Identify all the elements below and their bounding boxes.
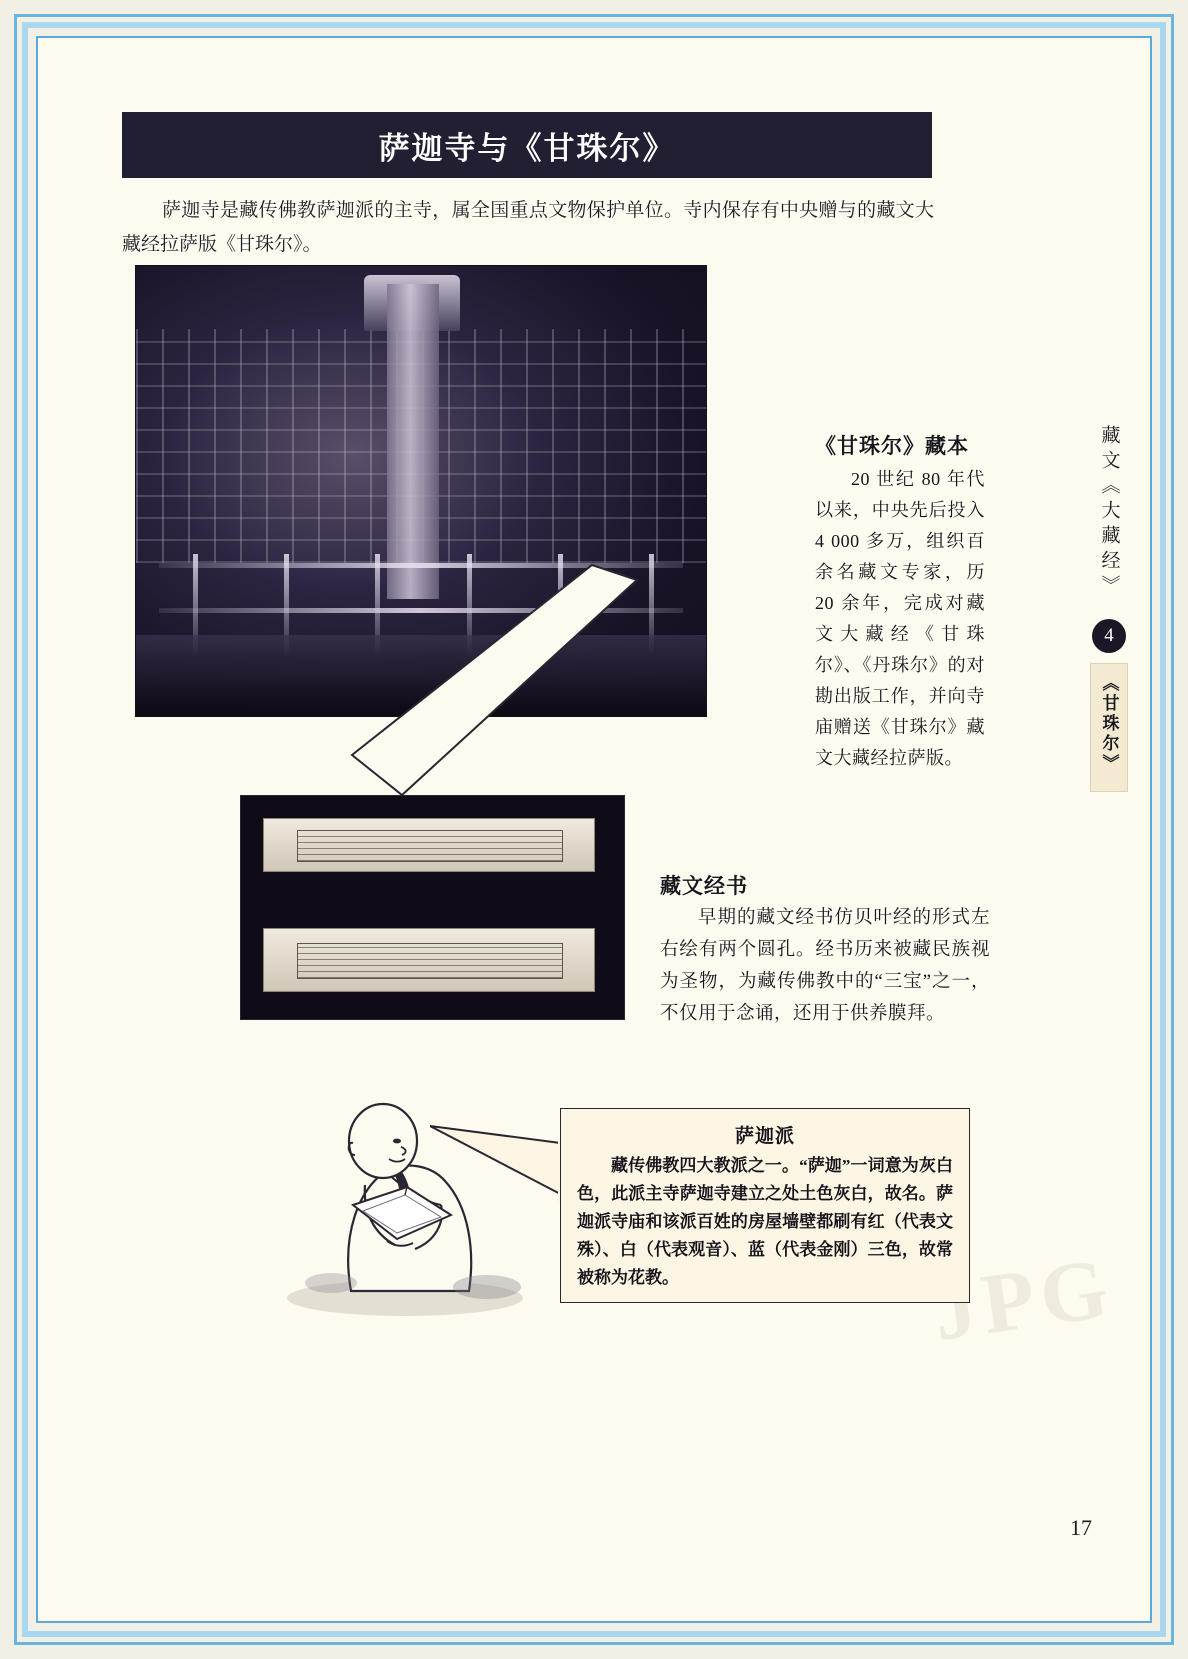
railing-bar-upper	[159, 563, 683, 568]
mid-text-block	[660, 870, 990, 1030]
chapter-side-tab-label: 藏文《大藏经》	[1098, 425, 1120, 600]
section-title-banner	[122, 112, 932, 178]
sakya-sect-callout-box	[560, 1108, 970, 1303]
scripture-leaf-upper	[263, 818, 595, 872]
floor-area	[136, 635, 706, 716]
chapter-chip	[1090, 663, 1128, 792]
mid-section-heading: 藏文经书	[660, 874, 748, 898]
tibetan-scripture-closeup-photo	[240, 795, 625, 1020]
scripture-text-lines	[297, 943, 563, 980]
side-section-body: 20 世纪 80 年代以来，中央先后投入 4 000 多万，组织百余名藏文专家，历 20 余年，完成对藏文大藏经《甘珠尔》、《丹珠尔》的对勘出版工作，并向寺庙赠送《甘珠尔》藏文大藏经拉萨版。	[815, 469, 985, 768]
side-section-heading: 《甘珠尔》藏本	[815, 434, 969, 458]
side-text-block	[815, 430, 985, 774]
pillar	[387, 284, 439, 599]
sakya-monastery-scripture-hall-photo	[135, 265, 707, 717]
page-number: 17	[1070, 1515, 1092, 1540]
bubble-body: 藏传佛教四大教派之一。“萨迦”一词意为灰白色，此派主寺萨迦寺建立之处土色灰白，故名。萨迦派寺庙和该派百姓的房屋墙壁都刷有红（代表文殊）、白（代表观音）、蓝（代表金刚）三色，故常被称为花教。	[577, 1156, 953, 1287]
intro-paragraph: 萨迦寺是藏传佛教萨迦派的主寺，属全国重点文物保护单位。寺内保存有中央赠与的藏文大藏经拉萨版《甘珠尔》。	[122, 200, 934, 255]
mid-section-body: 早期的藏文经书仿贝叶经的形式左右绘有两个圆孔。经书历来被藏民族视为圣物，为藏传佛教中的“三宝”之一，不仅用于念诵，还用于供养膜拜。	[660, 908, 990, 1024]
railing-bar-lower	[159, 608, 683, 613]
scripture-leaf-lower	[263, 928, 595, 992]
bubble-heading: 萨迦派	[734, 1126, 795, 1147]
chapter-side-tab	[1090, 425, 1128, 792]
page-title: 萨迦寺与《甘珠尔》	[378, 130, 676, 166]
chapter-chip-label: 《甘珠尔》	[1099, 674, 1119, 774]
monk-reading-scripture-illustration	[255, 1055, 555, 1320]
scripture-text-lines	[297, 830, 563, 861]
chapter-number-badge: 4	[1092, 619, 1126, 653]
